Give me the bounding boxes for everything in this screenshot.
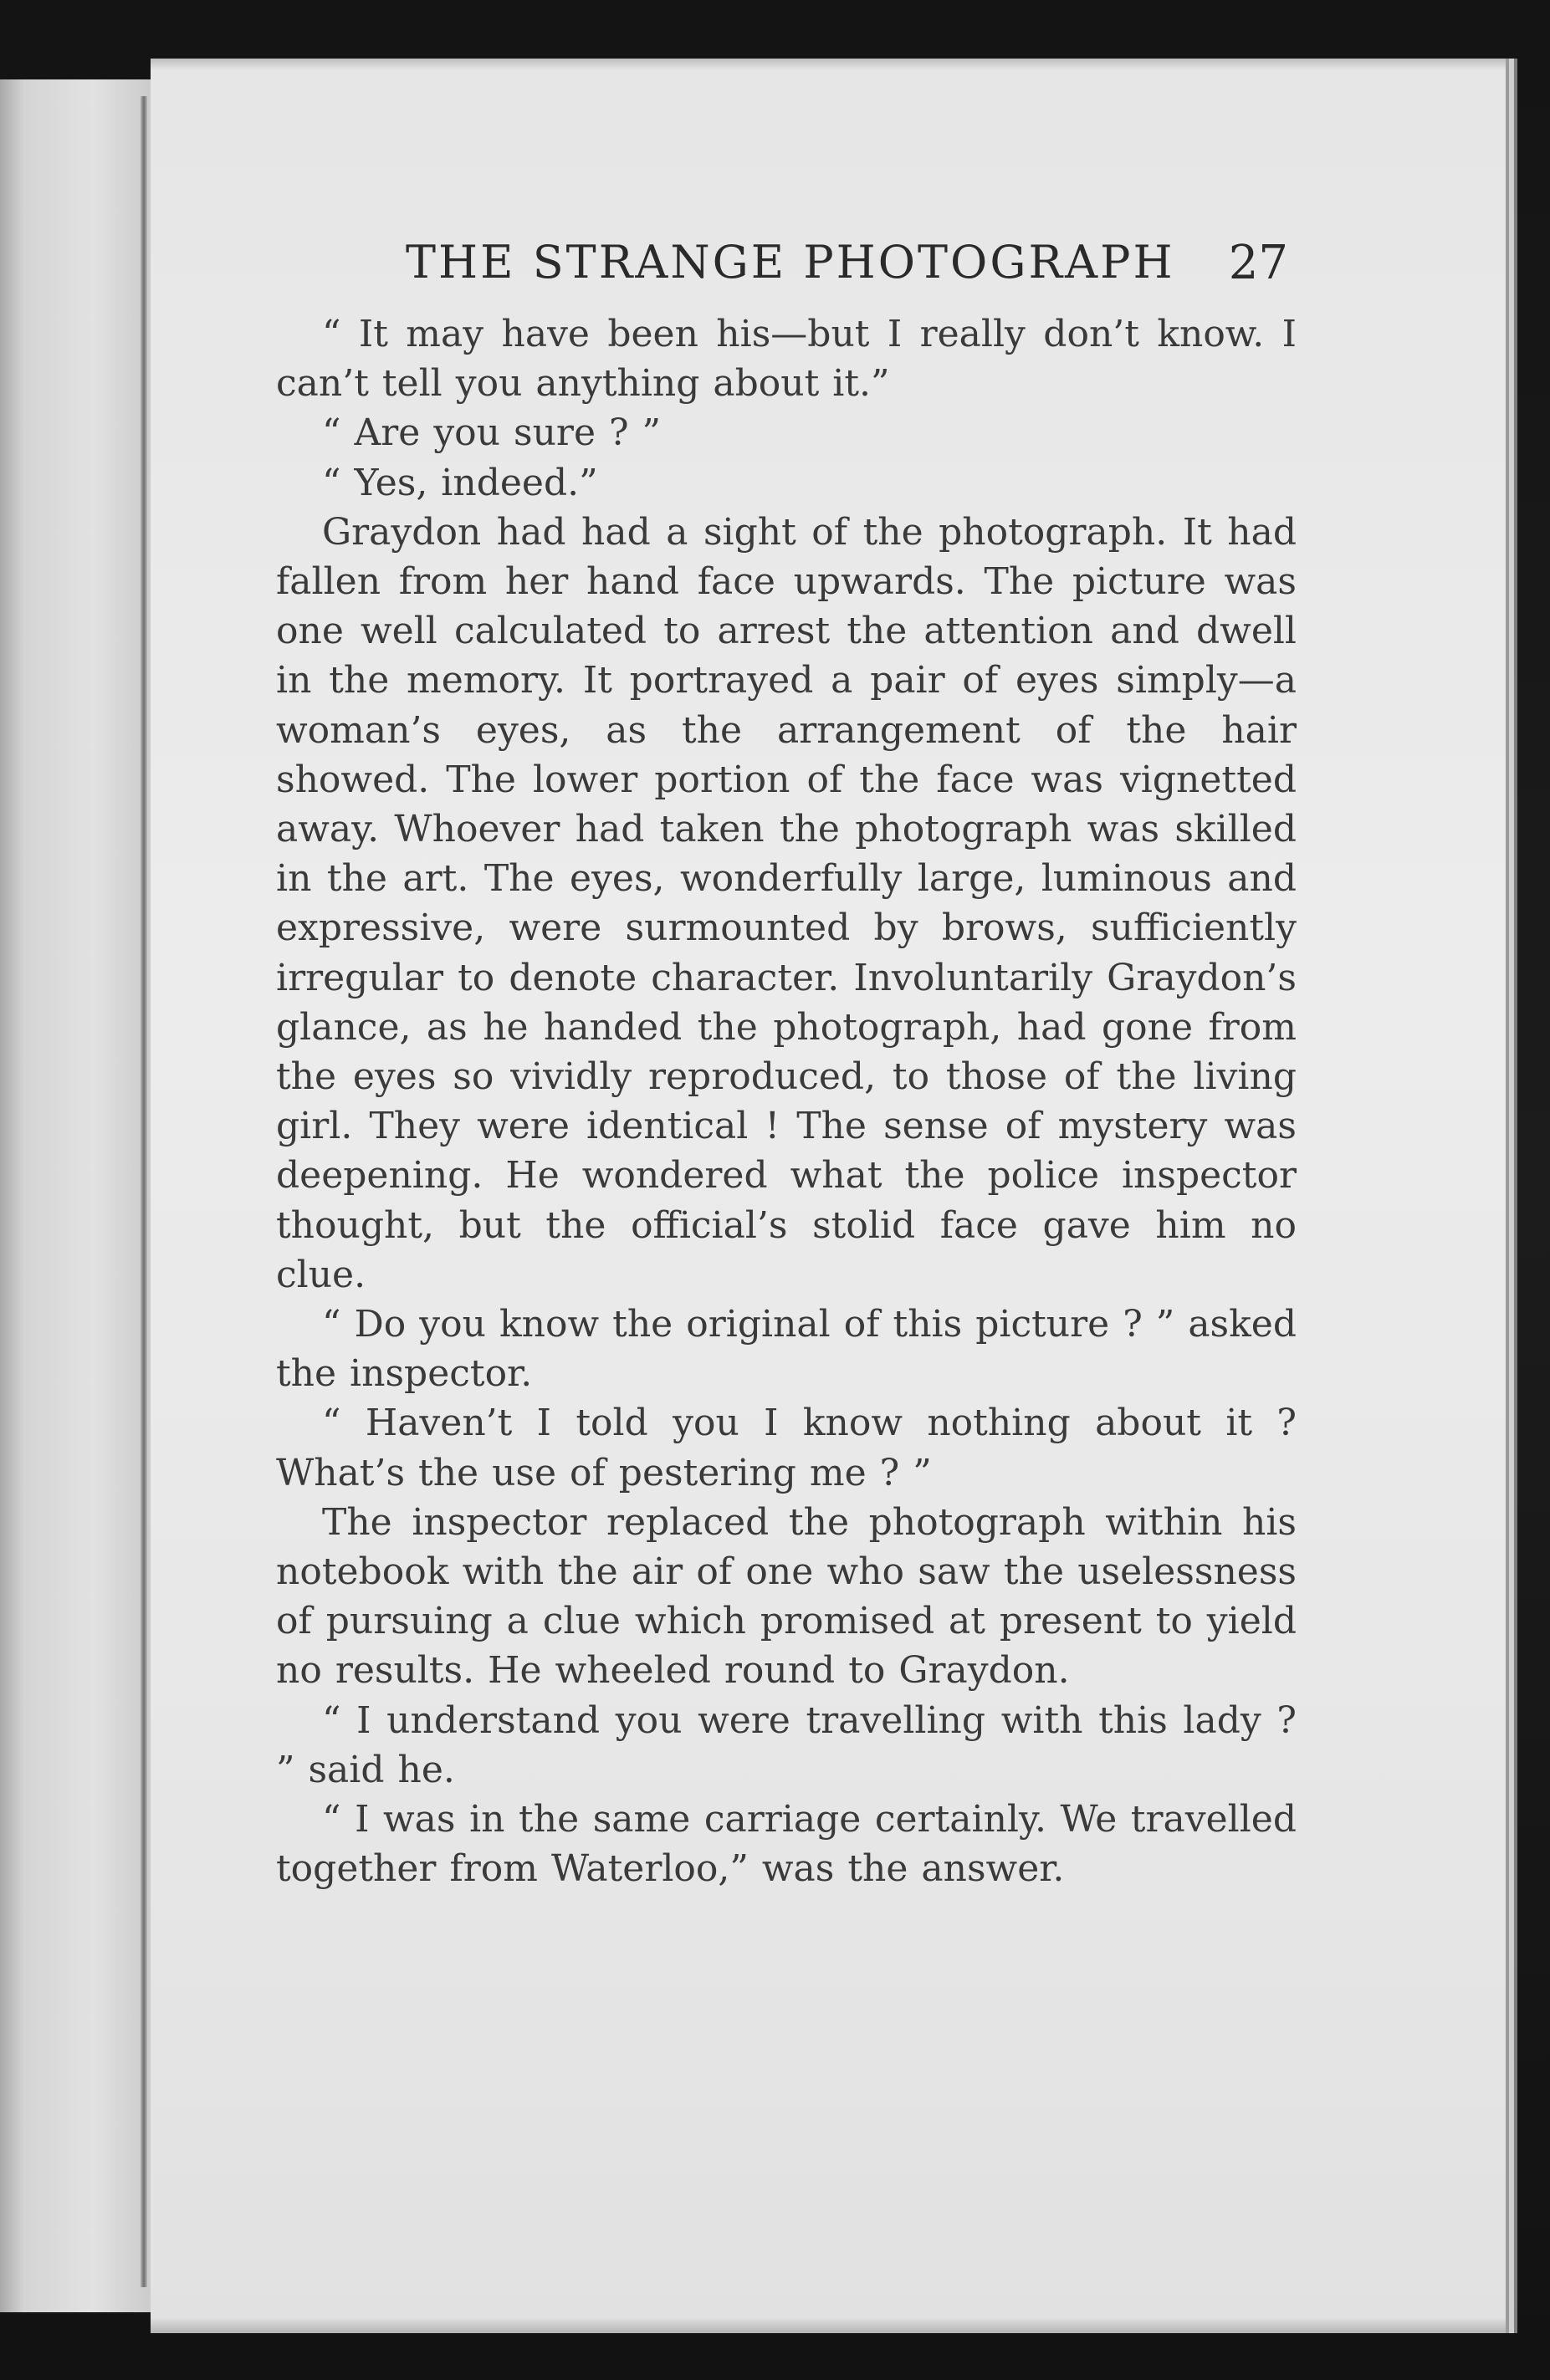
- paragraph: “ I was in the same carriage certainly. We travelled together from Waterloo,” was the answer.: [276, 1798, 1297, 1891]
- left-page-edge: [0, 79, 157, 2312]
- paragraph: “ Haven’t I told you I know nothing about it ? What’s the use of pestering me ? ”: [276, 1402, 1297, 1494]
- running-title: THE STRANGE PHOTOGRAPH: [406, 236, 1175, 289]
- page-top-edge: [151, 59, 1506, 70]
- page-number: 27: [1228, 236, 1288, 290]
- paragraph: The inspector replaced the photograph within his notebook with the air of one who saw the uselessness of pursuing a clue which promised at present to yield no results. He wheeled round to Graydon.: [276, 1500, 1297, 1693]
- page-header: [251, 236, 1288, 294]
- page-body-text: [276, 309, 1297, 1894]
- page-stack: [0, 79, 25, 2312]
- paragraph: “ It may have been his—but I really don’t know. I can’t tell you anything about it.”: [276, 313, 1297, 406]
- paragraph: “ Yes, indeed.”: [322, 461, 598, 504]
- paragraph: “ Do you know the original of this picture ? ” asked the inspector.: [276, 1303, 1297, 1396]
- paragraph: Graydon had had a sight of the photograph. It had fallen from her hand face upwards. The picture was one well calculated to arrest the attention and dwell in the memory. It portrayed a pair of eyes simply—a woman’s eyes, as the arrangement of the hair showed. The lower portion of the face was vignetted away. Whoever had taken the photograph was skilled in the art. The eyes, wonderfully large, luminous and expressive, were surmounted by brows, sufficiently irregular to denote character. Involuntarily Graydon’s glance, as he handed the photograph, had gone from the eyes so vividly reproduced, to those of the living girl. They were identical ! The sense of mystery was deepening. He wondered what the police inspector thought, but the official’s stolid face gave him no clue.: [276, 510, 1297, 1296]
- paragraph: “ I understand you were travelling with this lady ? ” said he.: [276, 1698, 1297, 1791]
- paragraph: “ Are you sure ? ”: [322, 411, 662, 455]
- book-gutter: [141, 96, 147, 2287]
- page-bottom-edge: [151, 2316, 1506, 2333]
